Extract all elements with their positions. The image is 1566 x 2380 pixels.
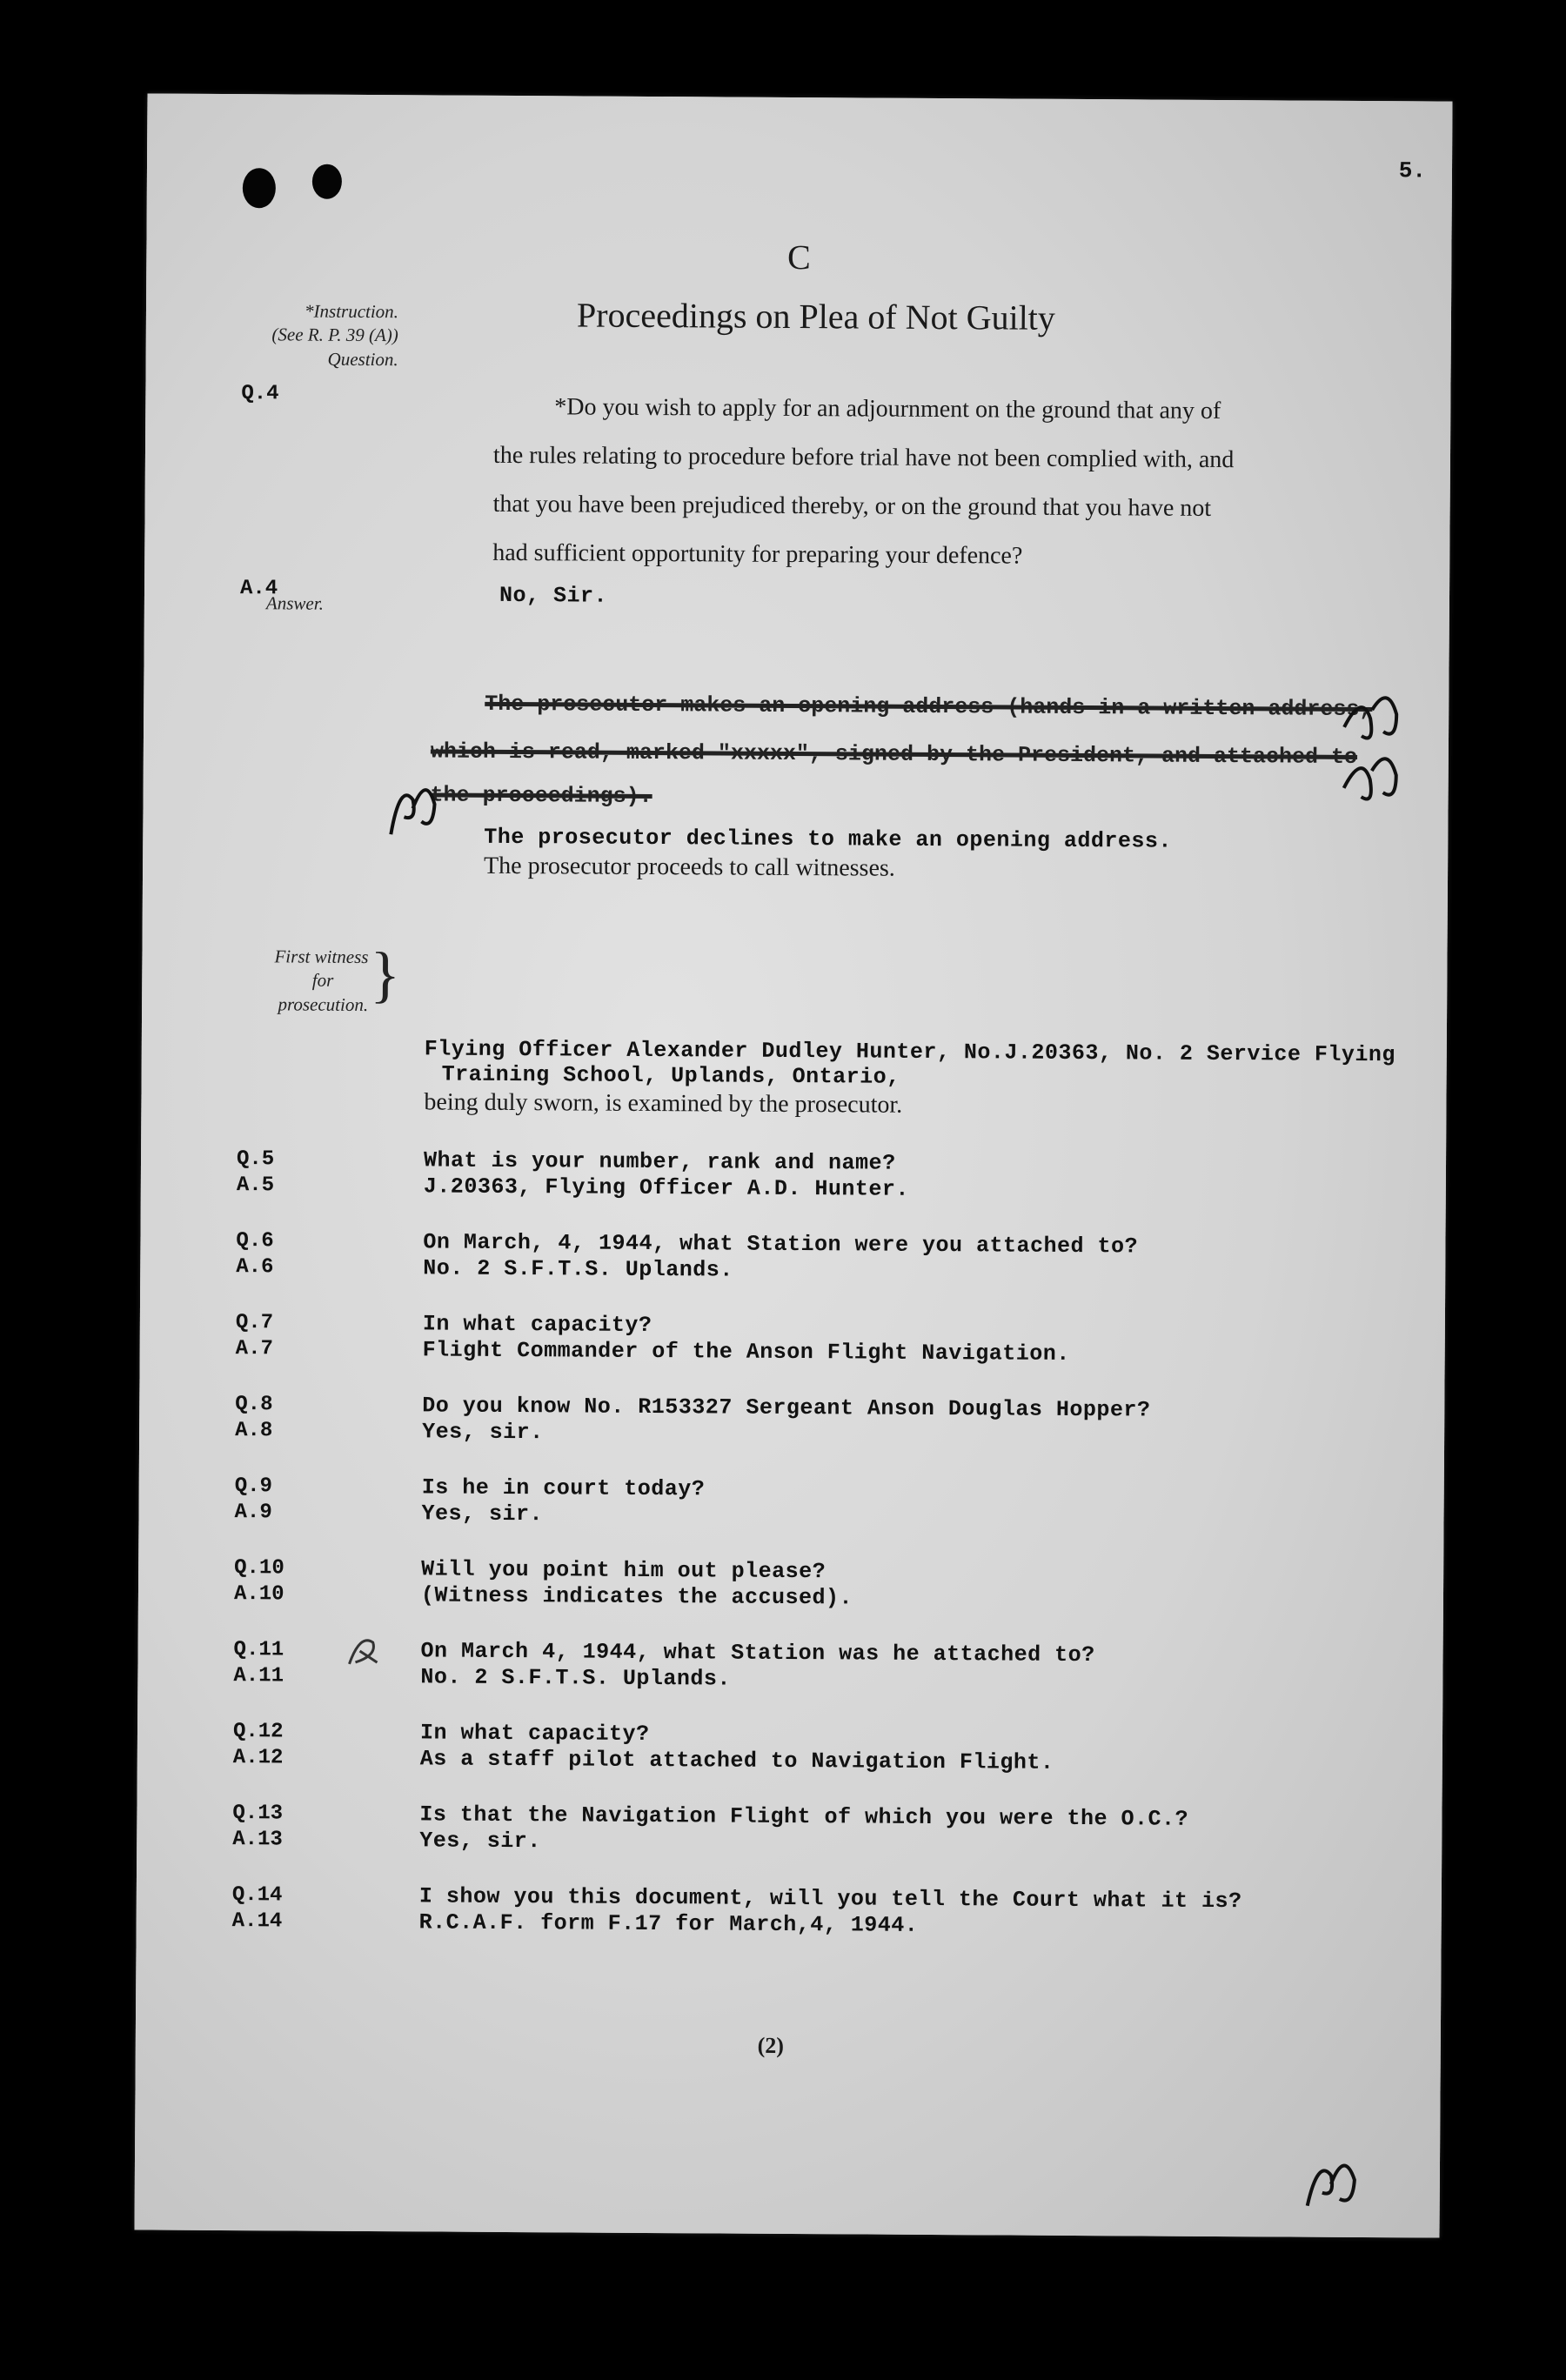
handwritten-initials <box>1335 675 1415 806</box>
struck-line: which is read, marked "xxxxx", signed by the President, and attached to <box>430 739 1358 770</box>
instruction-note: *Instruction. (See R. P. 39 (A)) Question. <box>271 300 399 370</box>
qa-item: Q.6 A.6 On March, 4, 1944, what Station were you attached to? No. 2 S.F.T.S. Uplands. <box>236 1229 1139 1283</box>
answer-note: Answer. <box>265 592 324 614</box>
answer-text: No, Sir. <box>499 582 608 609</box>
document-page <box>135 93 1453 2237</box>
qa-item: Q.7 A.7 In what capacity? Flight Commander of the Anson Flight Navigation. <box>235 1311 1070 1367</box>
punch-hole <box>243 168 276 208</box>
answer-label: A.4 <box>239 577 278 601</box>
handwritten-initials <box>1301 2145 1370 2215</box>
handwritten-initials <box>382 765 444 843</box>
qa-item: Q.10 A.10 Will you point him out please? (Witness indicates the accused). <box>233 1556 853 1611</box>
punch-hole <box>312 164 342 199</box>
witness-sworn: being duly sworn, is examined by the prosecutor. <box>424 1088 903 1119</box>
qa-item: Q.9 A.9 Is he in court today? Yes, sir. <box>234 1474 706 1528</box>
qa-item: Q.12 A.12 In what capacity? As a staff pilot attached to Navigation Flight. <box>232 1720 1054 1775</box>
page-number: 5. <box>1398 157 1427 184</box>
question-label: Q.4 <box>241 382 279 406</box>
qa-list <box>231 1147 1411 1971</box>
section-letter: C <box>786 237 811 277</box>
bracket: } <box>370 939 401 1010</box>
question-text: *Do you wish to apply for an adjournment on the ground that any of the rules relating to procedure before trial have not been complied with, and that you have been prejudiced thereby, or on the ground that you have not had sufficient opportunity for preparing your defence? <box>492 393 1235 570</box>
struck-line: the proceedings). <box>430 782 652 809</box>
page-footer: (2) <box>757 2032 785 2058</box>
qa-item: Q.8 A.8 Do you know No. R153327 Sergeant Anson Douglas Hopper? Yes, sir. <box>235 1393 1151 1446</box>
statement-witnesses: The prosecutor proceeds to call witnesses. <box>484 852 895 882</box>
qa-item: Q.13 A.13 Is that the Navigation Flight of which you were the O.C.? Yes, sir. <box>232 1802 1189 1855</box>
witness-intro: Flying Officer Alexander Dudley Hunter, No.J.20363, No. 2 Service Flying Training School, Uplands, Ontario, <box>424 1036 1396 1090</box>
qa-item: Q.5 A.5 What is your number, rank and name? J.20363, Flying Officer A.D. Hunter. <box>236 1147 910 1202</box>
page-title: Proceedings on Plea of Not Guilty <box>576 295 1056 338</box>
qa-item: Q.11 A.11 On March 4, 1944, what Station was he attached to? No. 2 S.F.T.S. Uplands. <box>233 1637 1409 1726</box>
first-witness-note: First witness for prosecution. <box>274 946 369 1015</box>
statement-declines: The prosecutor declines to make an opening address. <box>484 824 1172 854</box>
handwritten-mark <box>342 1629 385 1673</box>
struck-line: The prosecutor makes an opening address (hands in a written address, <box>485 691 1373 723</box>
qa-item: Q.14 A.14 I show you this document, will you tell the Court what it is? R.C.A.F. form F.17 for March,4, 1944. <box>231 1883 1242 1938</box>
